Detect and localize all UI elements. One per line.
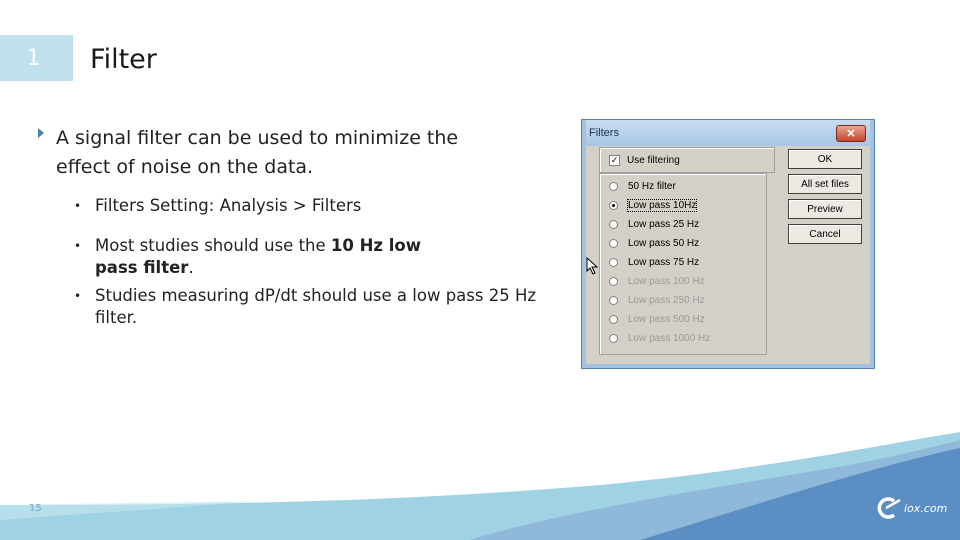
ok-button[interactable]: OK	[788, 149, 862, 169]
slide-title: Filter	[90, 44, 157, 75]
sub-bullet-2-post: .	[188, 258, 194, 277]
sub-bullet-3-text: Studies measuring dP/dt should use a low pass 25 Hz filter.	[95, 286, 537, 327]
logo-text: iox.com	[904, 501, 948, 515]
radio-low-pass-25hz[interactable]	[609, 219, 699, 230]
radio-circle-icon[interactable]	[609, 239, 618, 248]
radio-low-pass-100hz[interactable]	[609, 276, 705, 287]
radio-circle-icon[interactable]	[609, 258, 618, 267]
radio-label: Low pass 250 Hz	[628, 295, 705, 306]
close-icon[interactable]: ✕	[836, 125, 866, 142]
sub-bullet-1-text: Filters Setting: Analysis > Filters	[95, 196, 362, 215]
radio-circle-icon[interactable]	[609, 277, 618, 286]
radio-low-pass-500hz[interactable]	[609, 314, 705, 325]
sub-bullet-2	[74, 235, 454, 279]
radio-low-pass-250hz[interactable]	[609, 295, 705, 306]
radio-circle-icon[interactable]	[609, 182, 618, 191]
radio-label: Low pass 100 Hz	[628, 276, 705, 287]
sub-bullet-2-text	[95, 235, 454, 279]
use-filtering-label: Use filtering	[627, 155, 680, 166]
bullet-triangle-icon	[38, 128, 44, 138]
radio-label: Low pass 50 Hz	[628, 238, 700, 249]
sub-bullet-1	[74, 195, 384, 217]
radio-low-pass-75hz[interactable]	[609, 257, 699, 268]
preview-button[interactable]: Preview	[788, 199, 862, 219]
sub-bullet-2-bold: 10 Hz low pass filter	[95, 236, 422, 277]
checkbox-check-icon[interactable]: ✓	[610, 155, 619, 165]
radio-label: 50 Hz filter	[628, 181, 676, 192]
main-bullet	[38, 124, 468, 182]
radio-low-pass-50hz[interactable]	[609, 238, 699, 249]
dialog-titlebar	[582, 120, 874, 146]
radio-label: Low pass 75 Hz	[628, 257, 700, 268]
radio-label: Low pass 10Hz	[628, 200, 697, 211]
radio-label: Low pass 500 Hz	[628, 314, 705, 325]
filters-dialog	[581, 119, 875, 369]
company-logo	[876, 497, 947, 519]
all-set-files-button[interactable]: All set files	[788, 174, 862, 194]
radio-low-pass-1000hz[interactable]	[609, 333, 710, 344]
radio-50hz[interactable]	[609, 181, 676, 192]
section-number: 1	[26, 45, 41, 71]
bullet-dot-icon: •	[74, 199, 82, 213]
sub-bullet-3	[74, 285, 544, 329]
radio-circle-icon[interactable]	[609, 315, 618, 324]
radio-circle-icon[interactable]	[609, 296, 618, 305]
logo-icon	[876, 497, 902, 519]
radio-circle-icon[interactable]	[609, 201, 618, 210]
mouse-cursor-icon	[586, 257, 600, 275]
page-number: 15	[29, 503, 42, 514]
sub-bullet-2-pre: Most studies should use the	[95, 236, 331, 255]
radio-label: Low pass 25 Hz	[628, 219, 700, 230]
cancel-button[interactable]: Cancel	[788, 224, 862, 244]
main-bullet-text: A signal filter can be used to minimize the effect of noise on the data.	[56, 127, 459, 178]
radio-circle-icon[interactable]	[609, 334, 618, 343]
use-filtering-checkbox[interactable]	[609, 155, 680, 166]
radio-circle-icon[interactable]	[609, 220, 618, 229]
dialog-title: Filters	[589, 127, 619, 139]
radio-low-pass-10hz[interactable]	[609, 200, 696, 211]
bullet-dot-icon: •	[74, 289, 82, 303]
radio-label: Low pass 1000 Hz	[628, 333, 711, 344]
section-number-box	[0, 35, 73, 81]
bullet-dot-icon: •	[74, 239, 82, 253]
